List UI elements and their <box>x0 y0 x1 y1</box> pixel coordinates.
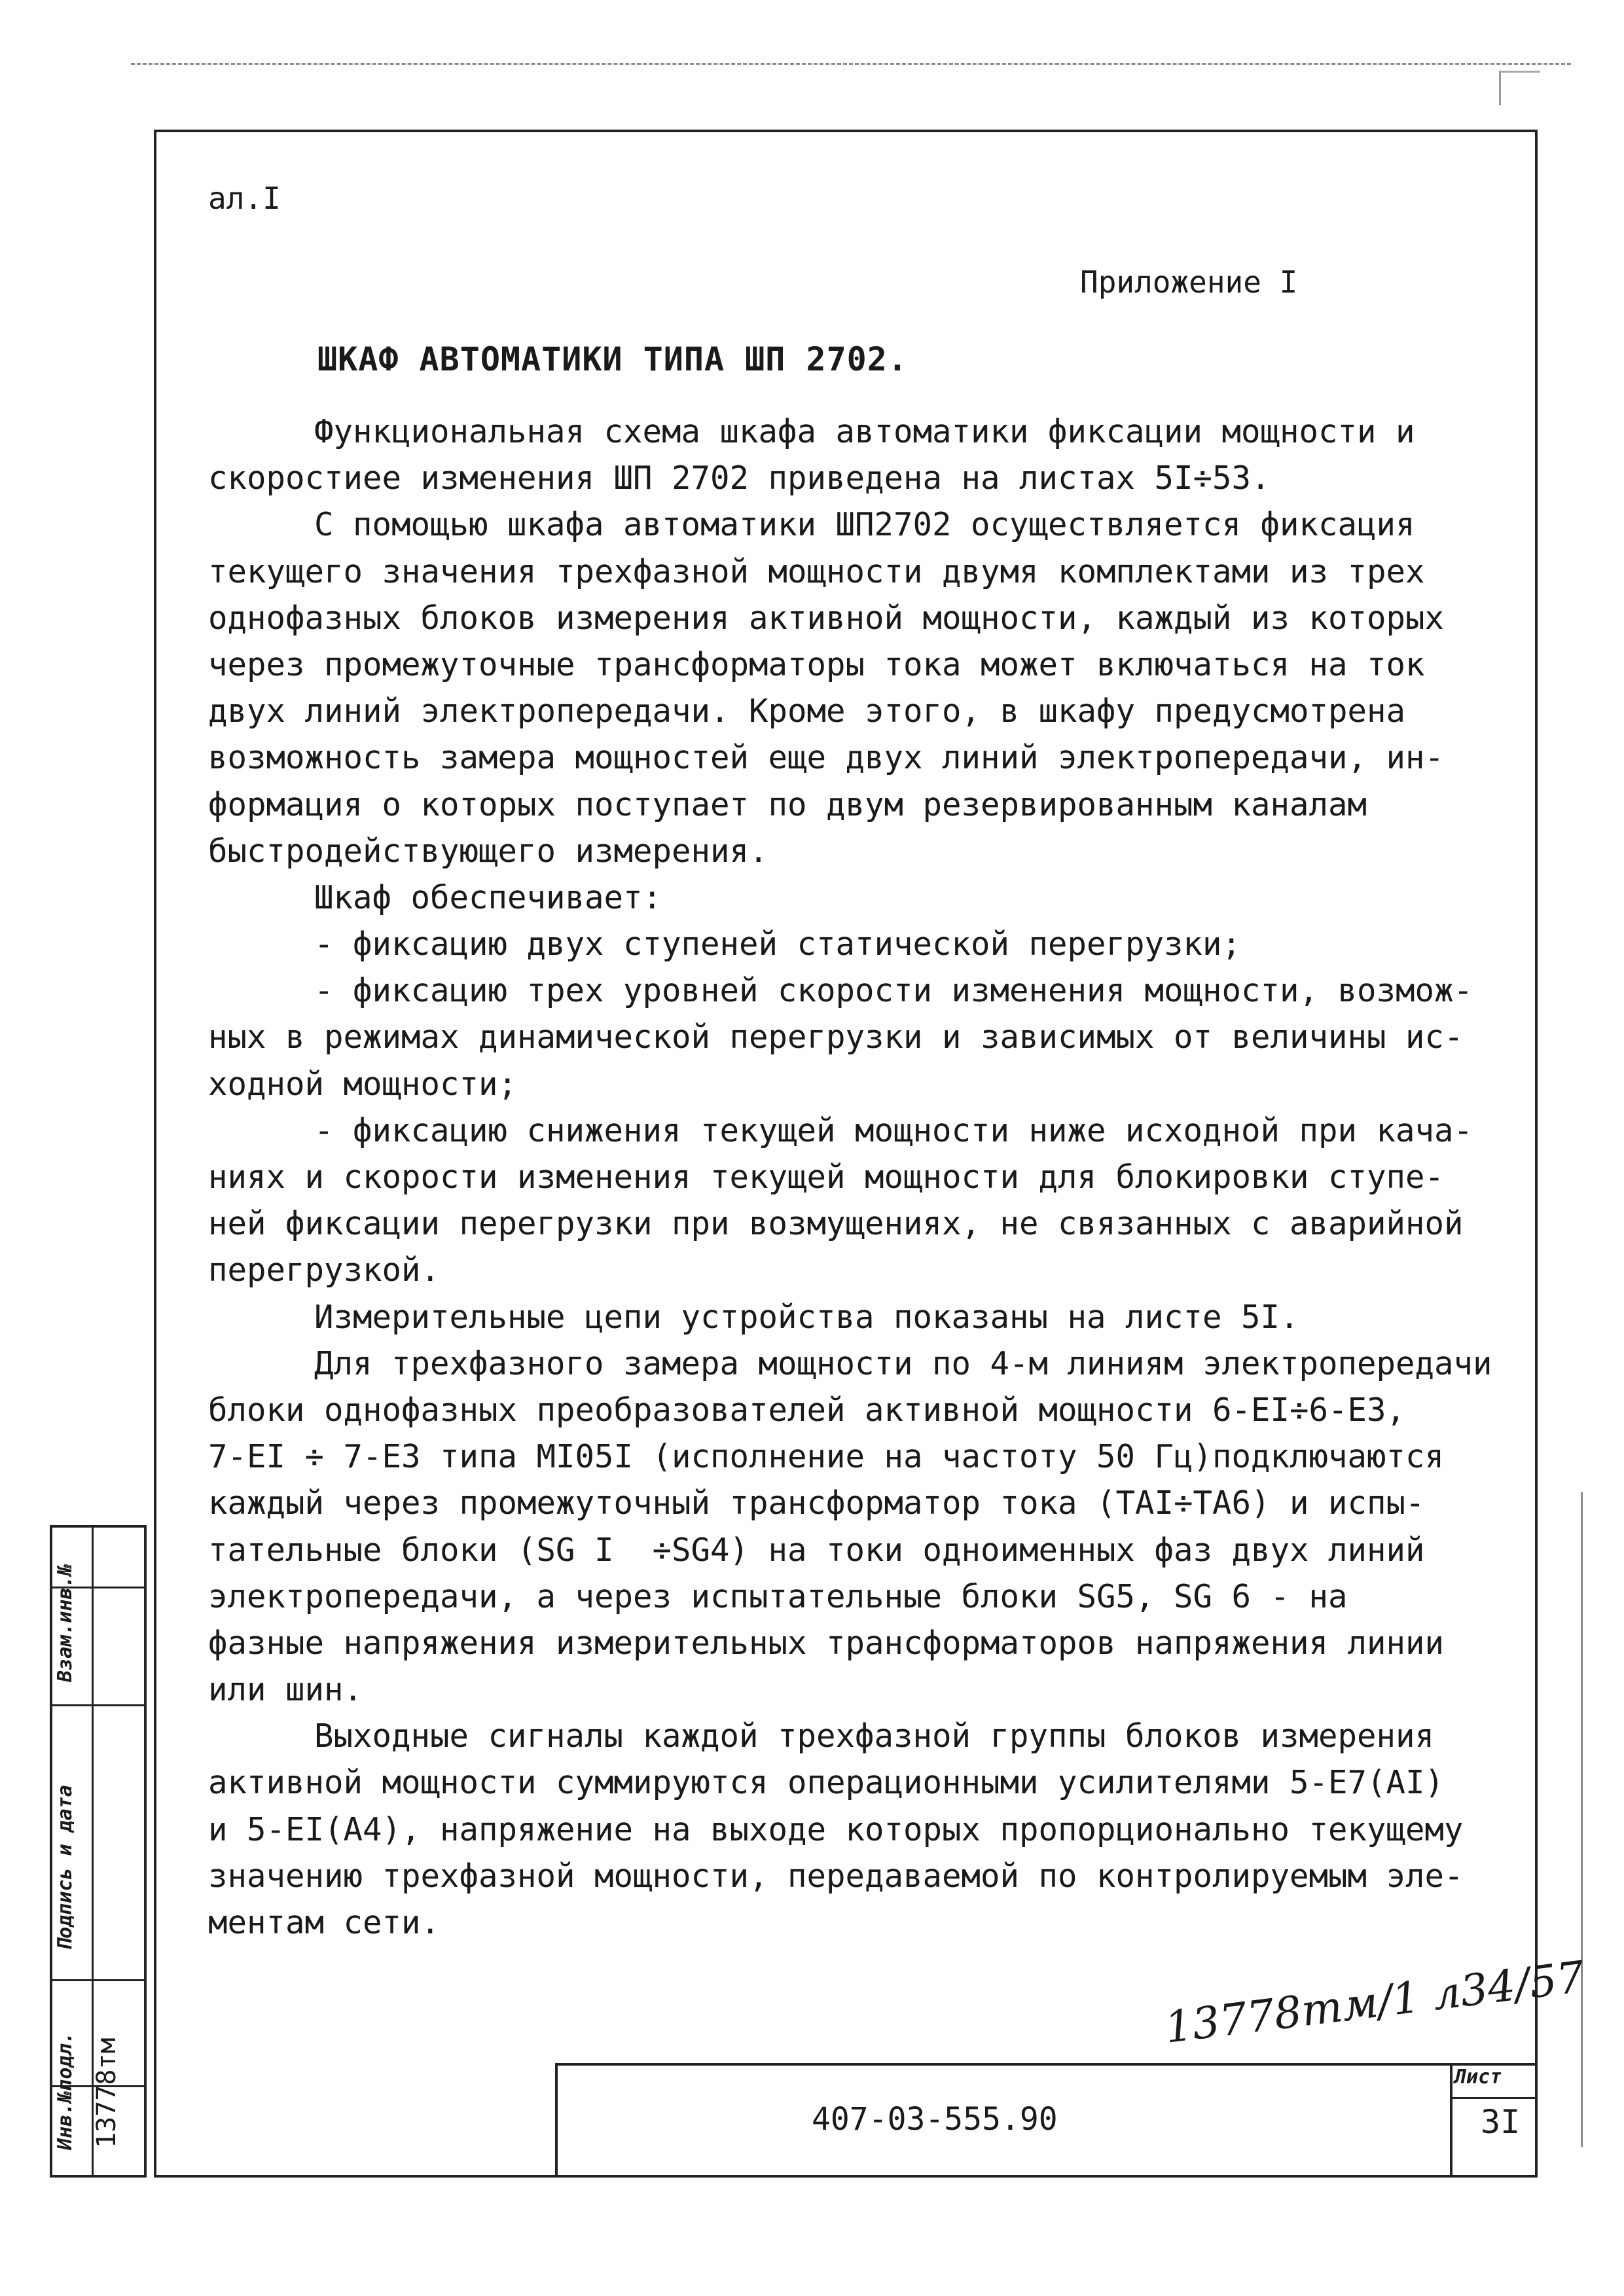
text-line: скоростиее изменения ШП 2702 приведена на листах 5I÷53. <box>208 459 1271 497</box>
text-line: ходной мощности; <box>208 1065 518 1103</box>
text-line: активной мощности суммируются операционными усилителями 5-E7(AI) <box>208 1764 1445 1802</box>
text-line: ментам сети. <box>208 1904 441 1941</box>
text-line: значению трехфазной мощности, передаваемой по контролируемым эле- <box>208 1857 1464 1895</box>
top-scan-rule <box>131 63 1571 65</box>
text-line: Шкаф обеспечивает: <box>314 878 662 916</box>
text-line: двух линий электропередачи. Кроме этого, в шкафу предусмотрена <box>208 692 1406 730</box>
text-line: - фиксацию двух ступеней статической перегрузки; <box>314 925 1242 963</box>
sheet-label: ал.I <box>208 181 281 216</box>
sheet-number: 3I <box>1481 2103 1521 2141</box>
text-line: Выходные сигналы каждой трехфазной группы блоков измерения <box>314 1717 1435 1755</box>
handwritten-note: 13778тм/1 л34/57 <box>1162 1951 1587 2053</box>
body-text <box>208 408 1504 1946</box>
appendix-label: Приложение I <box>1080 264 1298 300</box>
text-line: каждый через промежуточный трансформатор тока (TAI÷TA6) и испы- <box>208 1484 1425 1522</box>
text-line: электропередачи, а через испытательные блоки SG5, SG 6 - на <box>208 1577 1348 1615</box>
text-line: тательные блоки (SG I ÷SG4) на токи одноименных фаз двух линий <box>208 1531 1425 1569</box>
text-line: и 5-EI(A4), напряжение на выходе которых пропорционально текущему <box>208 1810 1464 1848</box>
text-line: быстродействующего измерения. <box>208 832 768 870</box>
text-line: перегрузкой. <box>208 1251 441 1289</box>
document-code: 407-03-555.90 <box>812 2101 1058 2138</box>
text-line: ней фиксации перегрузки при возмущениях, не связанных с аварийной <box>208 1205 1464 1243</box>
side-stamp-vzam-inv: Взам.инв.№ <box>54 1564 77 1682</box>
text-line: возможность замера мощностей еще двух линий электропередачи, ин- <box>208 739 1445 777</box>
text-line: ниях и скорости изменения текущей мощности для блокировки ступе- <box>208 1158 1445 1196</box>
side-stamp-inv-number: 13778тм <box>92 2037 122 2148</box>
text-line: формация о которых поступает по двум резервированным каналам <box>208 785 1367 823</box>
text-line: блоки однофазных преобразователей активной мощности 6-EI÷6-E3, <box>208 1391 1406 1429</box>
right-margin-mark <box>1581 1492 1583 2147</box>
text-line: Для трехфазного замера мощности по 4-м линиям электропередачи <box>314 1344 1492 1382</box>
text-line: текущего значения трехфазной мощности двумя комплектами из трех <box>208 552 1425 590</box>
text-line: ных в режимах динамической перегрузки и зависимых от величины ис- <box>208 1018 1464 1056</box>
text-line: через промежуточные трансформаторы тока может включаться на ток <box>208 645 1425 683</box>
text-line: или шин. <box>208 1671 363 1709</box>
corner-mark <box>1499 71 1540 105</box>
sheet-word: Лист <box>1454 2066 1502 2089</box>
document-title: ШКАФ АВТОМАТИКИ ТИПА ШП 2702. <box>317 340 908 378</box>
text-line: однофазных блоков измерения активной мощности, каждый из которых <box>208 599 1445 637</box>
text-line: - фиксацию трех уровней скорости изменения мощности, возмож- <box>314 972 1473 1010</box>
text-line: фазные напряжения измерительных трансформаторов напряжения линии <box>208 1624 1445 1662</box>
text-line: - фиксацию снижения текущей мощности ниже исходной при кача- <box>314 1111 1473 1149</box>
side-stamp-inv-podl: Инв.№подл. <box>54 2032 77 2150</box>
text-line: Измерительные цепи устройства показаны на листе 5I. <box>314 1298 1299 1336</box>
text-line: С помощью шкафа автоматики ШП2702 осуществляется фиксация <box>314 506 1415 544</box>
text-line: 7-EI ÷ 7-E3 типа MI05I (исполнение на частоту 50 Гц)подключаются <box>208 1438 1445 1476</box>
text-line: Функциональная схема шкафа автоматики фиксации мощности и <box>314 413 1415 450</box>
side-stamp-podpis-data: Подпись и дата <box>54 1785 77 1950</box>
